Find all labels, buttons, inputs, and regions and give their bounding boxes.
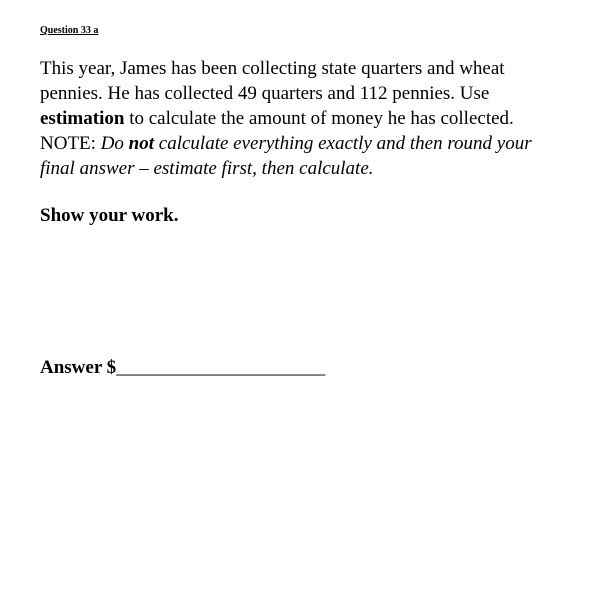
- note-italic-start: Do: [100, 133, 129, 154]
- problem-line-1: This year, James has been collecting state quarters and wheat: [40, 58, 505, 79]
- answer-blank: ______________________: [116, 357, 326, 378]
- answer-label: Answer $: [40, 357, 117, 378]
- problem-text: [40, 56, 588, 181]
- note-prefix: NOTE:: [40, 133, 101, 154]
- note-do-not-emphasis: not: [128, 133, 155, 154]
- note-italic-rest: calculate everything exactly and then round your: [154, 133, 532, 154]
- problem-line-2: pennies. He has collected 49 quarters and 112 pennies. Use: [40, 83, 490, 104]
- estimation-emphasis: estimation: [40, 108, 125, 129]
- note-line-2: final answer – estimate first, then calculate.: [40, 158, 374, 179]
- problem-line-3: to calculate the amount of money he has collected.: [124, 108, 514, 129]
- question-label: Question 33 a: [40, 25, 99, 36]
- show-work-instruction: Show your work.: [40, 205, 179, 226]
- answer-line: [40, 357, 325, 379]
